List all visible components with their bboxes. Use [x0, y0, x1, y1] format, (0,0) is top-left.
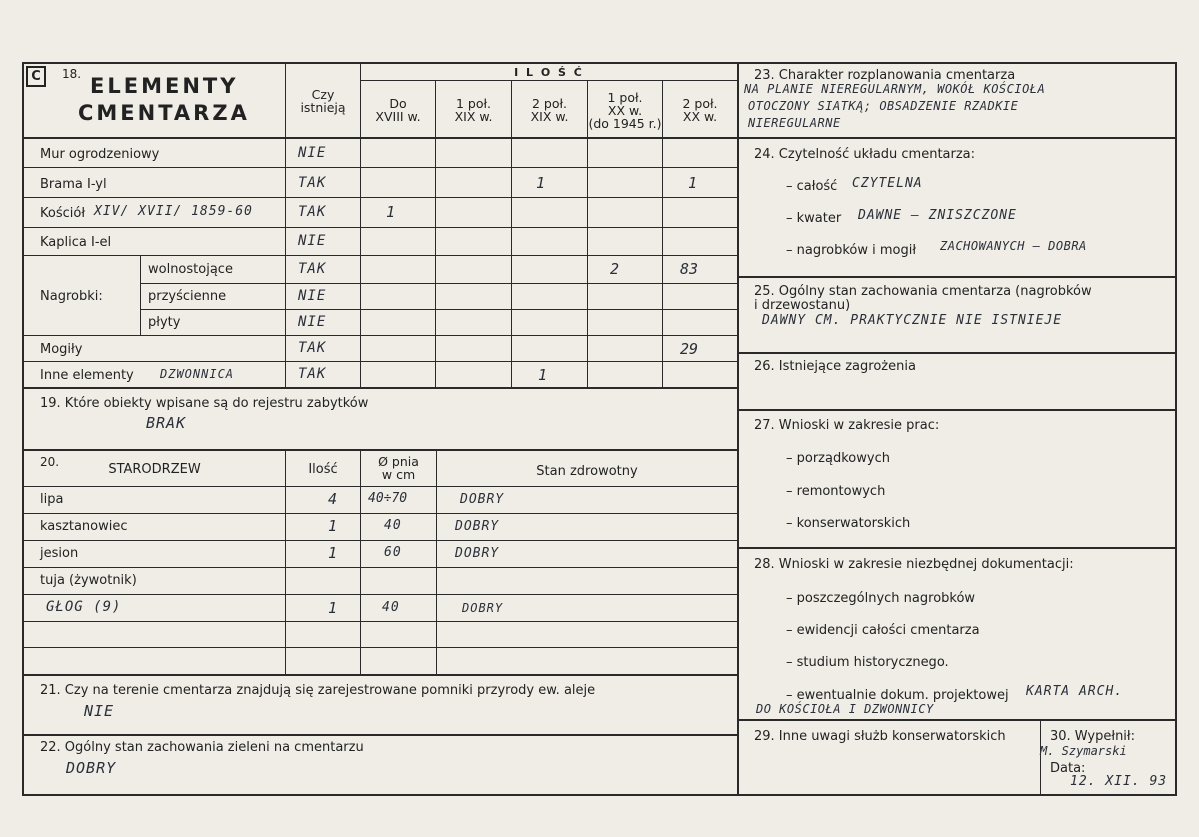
grid-line	[360, 80, 738, 81]
s24-calosc-value: CZYTELNA	[852, 176, 923, 191]
header-line: (do 1945 r.)	[588, 116, 662, 131]
col-header-5	[663, 97, 737, 123]
row-label-mogily: Mogiły	[40, 342, 83, 357]
grid-line	[1175, 62, 1177, 796]
grid-line	[22, 227, 738, 228]
mogily-exists: TAK	[298, 340, 327, 356]
mogily-count-c5: 29	[680, 340, 699, 358]
tree-diameter: 40÷70	[368, 491, 408, 506]
header-line: istnieją	[300, 100, 346, 115]
grid-line	[436, 451, 437, 674]
row-label-kosciol: Kościół	[40, 206, 86, 221]
tree-name: lipa	[40, 492, 64, 507]
grid-line	[22, 734, 738, 736]
s27-item: – remontowych	[786, 484, 886, 499]
grid-line	[22, 137, 738, 139]
s28-label: 28. Wnioski w zakresie niezbędnej dokumentacji:	[754, 557, 1074, 572]
s19-value: BRAK	[146, 414, 187, 432]
header-line: Ø pnia	[378, 454, 419, 469]
grid-line	[22, 647, 738, 648]
frame-divider	[737, 62, 739, 796]
s25-label-1: 25. Ogólny stan zachowania cmentarza (nagrobków	[754, 284, 1092, 299]
header-line: 2 poł.	[531, 96, 568, 111]
grid-line	[22, 361, 738, 362]
row-label-wolnostojace: wolnostojące	[148, 262, 233, 277]
przysc-exists: NIE	[298, 288, 327, 304]
grid-line	[737, 719, 1177, 721]
grid-line	[22, 674, 738, 676]
tree-name: kasztanowiec	[40, 519, 128, 534]
tree-state: DOBRY	[462, 601, 504, 615]
s28-item: – poszczególnych nagrobków	[786, 591, 976, 606]
s23-line-2: OTOCZONY SIATKĄ; OBSADZENIE RZADKIE	[748, 99, 1019, 113]
s30-date: 12. XII. 93	[1070, 774, 1168, 789]
s23-line-3: NIEREGULARNE	[748, 116, 841, 130]
grid-line	[22, 567, 738, 568]
col-header-3	[512, 97, 587, 123]
grid-line	[737, 409, 1177, 411]
title-line-1: ELEMENTY	[90, 74, 239, 98]
inne-exists: TAK	[298, 366, 327, 382]
grid-line	[662, 80, 663, 387]
section-number: 18.	[62, 67, 82, 81]
wolno-exists: TAK	[298, 261, 327, 277]
header-line: XX w.	[682, 109, 718, 124]
row-label-kaplica: Kaplica I-el	[40, 235, 112, 250]
kosciol-exists: TAK	[298, 204, 327, 220]
s30-signature: M. Szymarski	[1040, 744, 1127, 758]
starodrzew-header: STARODRZEW	[108, 462, 201, 477]
tree-name: tuja (żywotnik)	[40, 573, 137, 588]
s20-number: 20.	[40, 455, 60, 469]
s23-line-1: NA PLANIE NIEREGULARNYM, WOKÓŁ KOŚCIOŁA	[744, 82, 1046, 96]
s27-item: – porządkowych	[786, 451, 890, 466]
s28-last-value-1: KARTA ARCH.	[1026, 684, 1124, 699]
nagrobki-label: Nagrobki:	[40, 289, 103, 304]
grid-line	[22, 167, 738, 168]
tree-state: DOBRY	[455, 519, 500, 534]
tree-name: GŁOG (9)	[46, 599, 122, 615]
row-label-plyty: płyty	[148, 315, 181, 330]
grid-line	[360, 451, 361, 674]
s21-label: 21. Czy na terenie cmentarza znajdują się zarejestrowane pomniki przyrody ew. aleje	[40, 683, 596, 698]
grid-line	[22, 513, 738, 514]
ilosc-header: I L O Ś Ć	[514, 66, 584, 79]
grid-line	[22, 197, 738, 198]
header-line: XIX w.	[530, 109, 569, 124]
grid-line	[22, 387, 738, 389]
s28-item: – studium historycznego.	[786, 655, 949, 670]
frame-top-left	[22, 62, 738, 64]
s25-label-2: i drzewostanu)	[754, 298, 851, 313]
tree-state: DOBRY	[455, 546, 500, 561]
row-label-brama: Brama I-yl	[40, 177, 107, 192]
grid-line	[140, 283, 738, 284]
grid-line	[22, 335, 738, 336]
grid-line	[140, 309, 738, 310]
frame-bottom-left	[22, 794, 738, 796]
grid-line	[140, 255, 141, 335]
header-line: 1 poł.	[455, 96, 492, 111]
badge-letter: C	[31, 69, 41, 84]
col-header-4	[588, 91, 662, 130]
grid-line	[22, 594, 738, 595]
grid-line	[737, 352, 1177, 354]
tree-qty-header: Ilość	[308, 462, 338, 477]
col-header-1	[361, 97, 435, 123]
plyty-exists: NIE	[298, 314, 327, 330]
grid-line	[22, 255, 738, 256]
tree-qty: 1	[328, 517, 338, 535]
grid-line	[435, 80, 436, 387]
s30-label: 30. Wypełnił:	[1050, 729, 1135, 744]
grid-line	[737, 137, 1177, 139]
kosciol-count-c1: 1	[386, 203, 396, 221]
row-label-inne: Inne elementy	[40, 368, 134, 383]
s25-value: DAWNY CM. PRAKTYCZNIE NIE ISTNIEJE	[762, 313, 1063, 328]
grid-line	[22, 540, 738, 541]
grid-line	[22, 486, 738, 487]
mur-exists: NIE	[298, 145, 327, 161]
s24-nagrobkow-label: – nagrobków i mogił	[786, 243, 917, 258]
s30-date-label: Data:	[1050, 761, 1086, 776]
s22-label: 22. Ogólny stan zachowania zieleni na cmentarzu	[40, 740, 364, 755]
col-header-2	[436, 97, 511, 123]
tree-qty: 1	[328, 599, 338, 617]
s22-value: DOBRY	[66, 759, 117, 777]
s27-item: – konserwatorskich	[786, 516, 911, 531]
row-label-przyscienne: przyścienne	[148, 289, 227, 304]
header-line: XVIII w.	[375, 109, 421, 124]
tree-diameter: 40	[382, 600, 400, 615]
frame-left	[22, 62, 24, 796]
grid-line	[511, 80, 512, 387]
s28-item: – ewidencji całości cmentarza	[786, 623, 980, 638]
kaplica-exists: NIE	[298, 233, 327, 249]
grid-line	[22, 621, 738, 622]
s21-value: NIE	[84, 702, 115, 720]
grid-line	[737, 547, 1177, 549]
grid-line	[737, 276, 1177, 278]
tree-diameter: 60	[384, 545, 402, 560]
header-line: w cm	[381, 467, 416, 482]
s24-nagrobkow-value: ZACHOWANYCH – DOBRA	[940, 239, 1087, 253]
tree-state: DOBRY	[460, 492, 505, 507]
s27-label: 27. Wnioski w zakresie prac:	[754, 418, 940, 433]
tree-qty: 1	[328, 544, 338, 562]
grid-line	[737, 794, 1177, 796]
header-line: XX w.	[607, 103, 643, 118]
tree-diameter: 40	[384, 518, 402, 533]
title-line-2: CMENTARZA	[78, 101, 250, 125]
tree-health-header: Stan zdrowotny	[536, 464, 638, 479]
brama-count-c3: 1	[536, 174, 546, 192]
s29-label: 29. Inne uwagi służb konserwatorskich	[754, 729, 1006, 744]
row-label-mur: Mur ogrodzeniowy	[40, 147, 160, 162]
header-line: 1 poł.	[607, 90, 643, 105]
inne-value: DZWONNICA	[160, 367, 235, 381]
s24-kwater-value: DAWNE – ZNISZCZONE	[858, 208, 1017, 223]
tree-name: jesion	[40, 546, 79, 561]
s28-last-label: – ewentualnie dokum. projektowej	[786, 688, 1009, 703]
s24-kwater-label: – kwater	[786, 211, 842, 226]
s23-label: 23. Charakter rozplanowania cmentarza	[754, 68, 1016, 83]
section-badge	[26, 66, 46, 87]
wolno-count-c5: 83	[680, 260, 699, 278]
header-line: Do	[389, 96, 407, 111]
tree-diameter-header	[361, 455, 436, 481]
header-line: Czy	[311, 87, 335, 102]
brama-count-c5: 1	[688, 174, 698, 192]
s28-last-value-2: DO KOŚCIOŁA I DZWONNICY	[756, 702, 934, 716]
grid-line	[285, 451, 286, 674]
kosciol-dates: XIV/ XVII/ 1859-60	[94, 204, 253, 219]
header-line: 2 poł.	[682, 96, 718, 111]
s24-label: 24. Czytelność układu cmentarza:	[754, 147, 976, 162]
wolno-count-c4: 2	[610, 260, 620, 278]
tree-qty: 4	[328, 490, 338, 508]
grid-line	[22, 449, 738, 451]
s26-label: 26. Istniejące zagrożenia	[754, 359, 916, 374]
brama-exists: TAK	[298, 175, 327, 191]
grid-line	[737, 62, 1177, 64]
czy-istnieja-header	[286, 88, 360, 114]
s19-label: 19. Które obiekty wpisane są do rejestru zabytków	[40, 396, 369, 411]
header-line: XIX w.	[454, 109, 493, 124]
s24-calosc-label: – całość	[786, 179, 838, 194]
inne-count-c3: 1	[538, 366, 548, 384]
